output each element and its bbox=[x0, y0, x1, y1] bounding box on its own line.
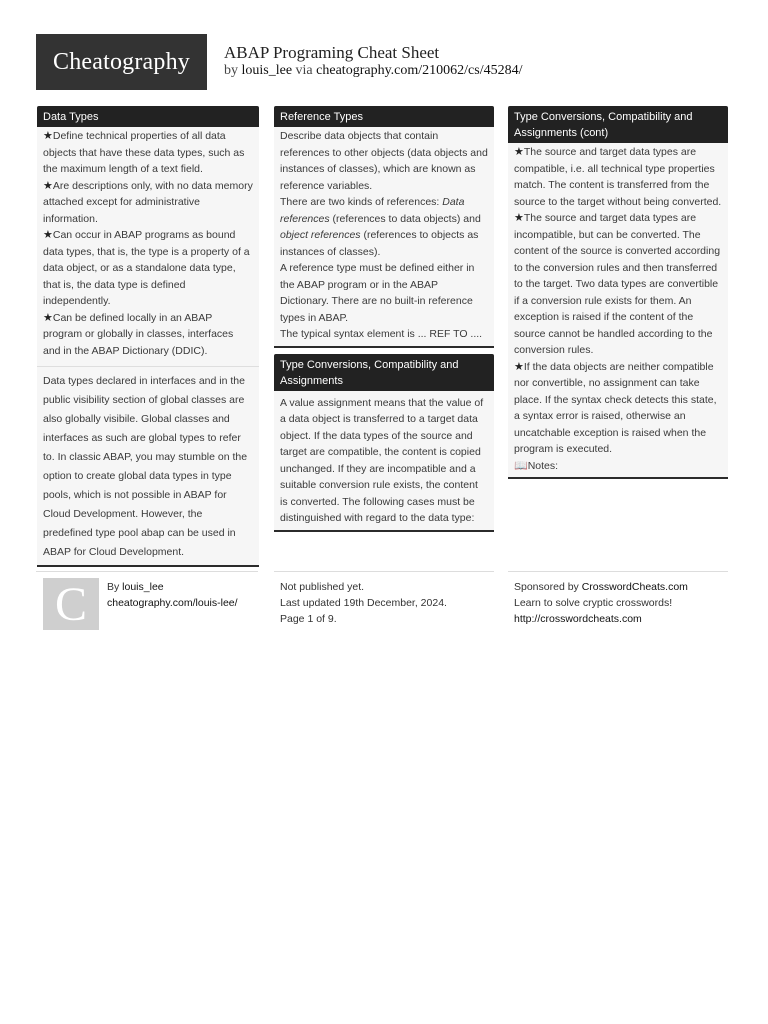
list-item bbox=[43, 310, 253, 360]
emphasis-text: Data references bbox=[280, 196, 465, 225]
list-item bbox=[514, 359, 722, 458]
list-item-text: The source and target data types are incompatible, but can be converted. The content of the source is converted according to the conversion rules and then transferred to the target. Two data types are convertible if a conversion rule exists for them. An exception is raised if the content of the source cannot be handled according to the conversion rules. bbox=[514, 212, 721, 356]
star-icon: ★ bbox=[514, 212, 524, 224]
star-icon: ★ bbox=[43, 179, 53, 192]
star-icon: ★ bbox=[43, 130, 53, 142]
footer-author-link[interactable]: louis_lee bbox=[122, 581, 164, 593]
text: (references to data objects) and bbox=[329, 212, 481, 225]
text: (references to objects as instances of classes). bbox=[280, 229, 479, 258]
column-1 bbox=[37, 106, 259, 573]
paragraph: Describe data objects that contain references to other objects (data objects and instances of classes), which are known as reference variables. bbox=[280, 130, 488, 192]
sheet-url-link[interactable]: cheatography.com/210062/cs/45284/ bbox=[316, 63, 523, 78]
emphasis-text: object references bbox=[280, 229, 361, 241]
author-profile-link[interactable]: cheatography.com/louis-lee/ bbox=[107, 597, 238, 609]
paragraph bbox=[280, 194, 488, 260]
list-item bbox=[514, 210, 722, 359]
list-item-text: Define technical properties of all data objects that have these data types, such as the maximum length of a text field. bbox=[43, 130, 245, 175]
paragraph: The typical syntax element is ... REF TO .... bbox=[280, 328, 483, 340]
by-label: By bbox=[107, 581, 123, 593]
footer-status bbox=[280, 579, 447, 627]
section-note: Data types declared in interfaces and in the public visibility section of global classes are also globally visibile. Global classes and interfaces as such are global types to refer to. In classic ABAP, you may stumble on the option to create global data types in type pools, which is not possible in ABAP for Cloud Development. However, the predefined type pool abap can be used in ABAP for Cloud Development. bbox=[43, 375, 248, 558]
section-content bbox=[274, 127, 494, 346]
via-label: via bbox=[292, 63, 317, 78]
published-status: Not published yet. bbox=[280, 581, 365, 593]
section-content: A value assignment means that the value of a data object is transferred to a target data object. If the data types of the source and target are compatible, the content is copied unchanged. If they are incompatible and a suitable conversion rule exists, the content is converted. The following cases must be distinguished with regard to the data type: bbox=[280, 396, 484, 524]
type-conversions-cont-section bbox=[508, 106, 728, 479]
divider bbox=[37, 366, 259, 367]
section-title: Type Conversions, Compatibility and Assignments bbox=[274, 354, 494, 391]
footer-divider bbox=[36, 571, 258, 572]
sponsor-link[interactable]: CrosswordCheats.com bbox=[581, 581, 688, 593]
section-content bbox=[508, 143, 728, 477]
notes-item bbox=[514, 458, 722, 475]
star-icon: ★ bbox=[43, 229, 53, 241]
page-number: Page 1 of 9. bbox=[280, 613, 337, 625]
list-item-text: If the data objects are neither compatible nor convertible, no assignment can take place. If the syntax check detects this state, a syntax error is raised, otherwise an uncatchable exception is raised when the program is executed. bbox=[514, 360, 717, 455]
list-item bbox=[43, 227, 253, 310]
list-item bbox=[43, 178, 253, 228]
star-icon: ★ bbox=[514, 360, 524, 373]
list-item-text: Can be defined locally in an ABAP program or globally in classes, interfaces and in the ABAP Dictionary (DDIC). bbox=[43, 311, 234, 357]
type-conversions-section bbox=[274, 354, 494, 532]
column-3 bbox=[508, 106, 728, 485]
list-item-text: The source and target data types are compatible, i.e. all technical type properties match. The content is transferred from the source to the target without being converted. bbox=[514, 146, 722, 208]
sponsor-tagline: Learn to solve cryptic crosswords! bbox=[514, 597, 673, 609]
section-title: Data Types bbox=[37, 106, 259, 127]
cheatography-logo[interactable]: Cheatography bbox=[36, 34, 207, 90]
list-item bbox=[43, 128, 253, 178]
footer-author bbox=[107, 579, 238, 611]
section-title: Reference Types bbox=[274, 106, 494, 127]
footer-divider bbox=[508, 571, 728, 572]
star-icon: ★ bbox=[43, 311, 53, 324]
last-updated: Last updated 19th December, 2024. bbox=[280, 597, 447, 609]
column-2 bbox=[274, 106, 494, 538]
sponsor-url-link[interactable]: http://crosswordcheats.com bbox=[514, 613, 642, 625]
star-icon: ★ bbox=[514, 146, 524, 158]
reference-types-section bbox=[274, 106, 494, 348]
footer bbox=[36, 571, 728, 641]
list-item-text: Can occur in ABAP programs as bound data types, that is, the type is a property of a data object, or as a standalone data type, that is, the data type is defined independently. bbox=[43, 229, 250, 307]
avatar[interactable]: C bbox=[43, 578, 99, 630]
byline bbox=[224, 63, 522, 79]
footer-divider bbox=[274, 571, 494, 572]
page-title: ABAP Programing Cheat Sheet bbox=[224, 43, 440, 62]
text: There are two kinds of references: bbox=[280, 196, 443, 208]
footer-sponsor bbox=[514, 579, 688, 627]
author-link[interactable]: louis_lee bbox=[241, 63, 293, 78]
notes-label: Notes: bbox=[527, 459, 559, 472]
sponsor-label: Sponsored by bbox=[514, 581, 582, 593]
sponsor-line bbox=[514, 579, 688, 595]
section-title: Type Conversions, Compatibility and Assignments (cont) bbox=[508, 106, 728, 143]
paragraph: A reference type must be defined either in the ABAP program or in the ABAP Dictionary. There are no built-in reference types in ABAP. bbox=[280, 262, 475, 324]
author-line bbox=[107, 579, 238, 595]
by-label: by bbox=[224, 63, 242, 78]
book-icon: 📖 bbox=[514, 459, 528, 472]
section-content bbox=[37, 127, 259, 362]
list-item bbox=[514, 144, 722, 210]
data-types-section bbox=[37, 106, 259, 567]
list-item-text: Are descriptions only, with no data memory attached except for administrative information. bbox=[43, 179, 253, 225]
